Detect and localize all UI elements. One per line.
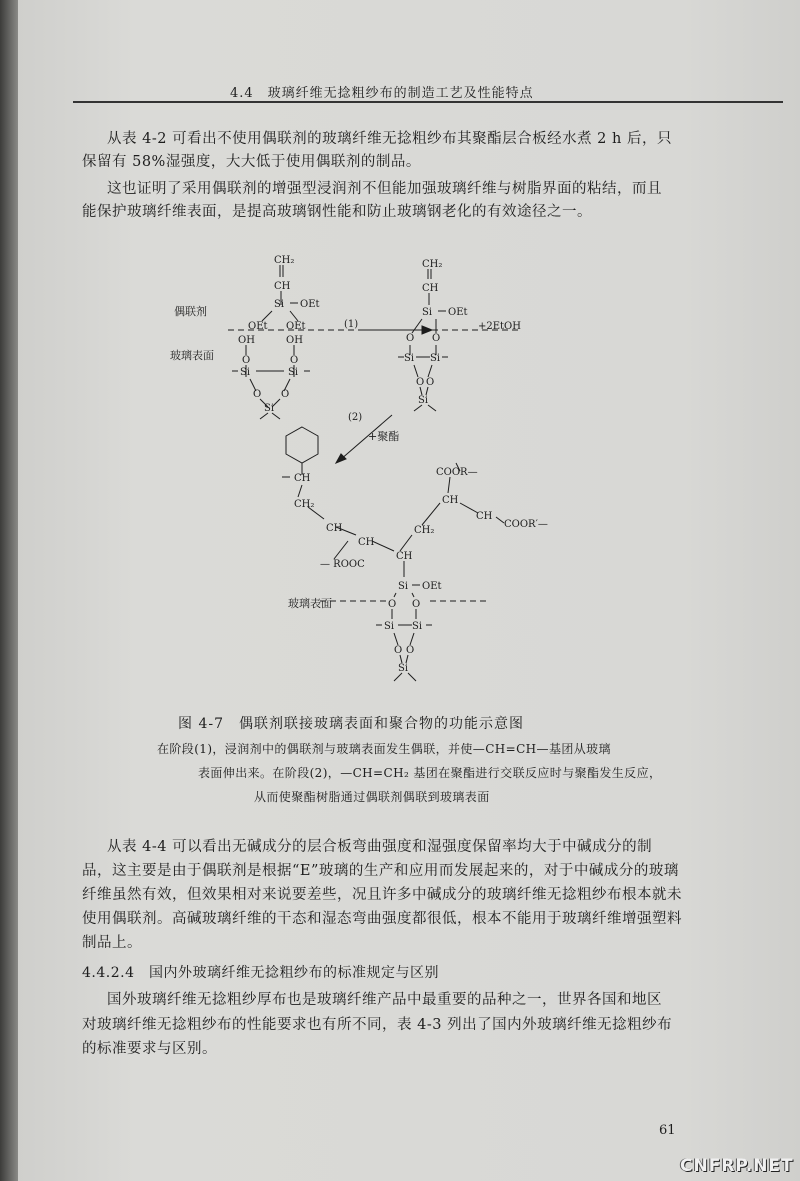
oet-label-bottom: OEt bbox=[422, 581, 442, 592]
si-label-bottom-2: Si bbox=[384, 621, 395, 632]
oet-label-top-left-1: OEt bbox=[300, 299, 320, 310]
o-label-l2: O bbox=[290, 355, 299, 366]
ch-label-top-right: CH bbox=[422, 283, 439, 294]
stage-2-label: (2) bbox=[348, 412, 363, 423]
paragraph-4-line-1: 国外玻璃纤维无捻粗纱厚布也是玻璃纤维产品中最重要的品种之一，世界各国和地区 bbox=[107, 992, 662, 1008]
paragraph-4-line-3: 的标准要求与区别。 bbox=[82, 1041, 217, 1057]
si-label-bottom-3: Si bbox=[412, 621, 423, 632]
o-label-r1: O bbox=[406, 333, 415, 344]
si-label-bottom-1: Si bbox=[398, 581, 409, 592]
o-label-r2: O bbox=[432, 333, 441, 344]
paragraph-4-line-2: 对玻璃纤维无捻粗纱布的性能要求也有所不同，表 4-3 列出了国内外玻璃纤维无捻粗纱布 bbox=[82, 1017, 673, 1033]
o-label-r3: O bbox=[416, 377, 425, 388]
paragraph-1-line-1: 从表 4-2 可看出不使用偶联剂的玻璃纤维无捻粗纱布其聚酯层合板经水煮 2 h 后，只 bbox=[107, 131, 672, 147]
o-label-l3: O bbox=[253, 389, 262, 400]
stage-1-label: (1) bbox=[344, 319, 359, 330]
figure-caption-title: 图 4-7 偶联剂联接玻璃表面和聚合物的功能示意图 bbox=[178, 716, 524, 732]
glass-surface-label-bottom: 玻璃表面 bbox=[288, 597, 332, 610]
o-label-b1: O bbox=[388, 599, 397, 610]
o-label-r4: O bbox=[426, 377, 435, 388]
si-label-bottom-4: Si bbox=[398, 663, 409, 674]
si-label-top-left: Si bbox=[274, 299, 285, 310]
oh-label-1: OH bbox=[238, 335, 255, 346]
section-heading: 4.4.2.4 国内外玻璃纤维无捻粗纱布的标准规定与区别 bbox=[82, 965, 439, 981]
oet-label-top-left-2: OEt bbox=[248, 321, 268, 332]
figure-note-line-3: 从而使聚酯树脂通过偶联剂偶联到玻璃表面 bbox=[254, 790, 490, 804]
ch-label-chain-7: CH bbox=[476, 511, 493, 522]
oh-label-2: OH bbox=[286, 335, 303, 346]
rooc-label: — ROOC bbox=[320, 559, 365, 570]
header-rule bbox=[73, 101, 783, 103]
o-label-l1: O bbox=[242, 355, 251, 366]
si-label-r3: Si bbox=[418, 395, 429, 406]
paragraph-3-line-3: 纤维虽然有效，但效果相对来说要差些，况且许多中碱成分的玻璃纤维无捻粗纱布根本就未 bbox=[82, 887, 682, 903]
oet-label-top-left-3: OEt bbox=[286, 321, 306, 332]
figure-note-line-2: 表面伸出来。在阶段(2)，—CH=CH₂ 基团在聚酯进行交联反应时与聚酯发生反应， bbox=[198, 766, 662, 780]
ch-label-chain-2: CH bbox=[326, 523, 343, 534]
running-header: 4.4 玻璃纤维无捻粗纱布的制造工艺及性能特点 bbox=[230, 86, 534, 101]
figure-note-line-1: 在阶段(1)，浸润剂中的偶联剂与玻璃表面发生偶联，并使—CH=CH—基团从玻璃 bbox=[157, 742, 611, 756]
plus-etoh-label: +2EtOH bbox=[478, 321, 521, 332]
ch-label-chain-3: CH bbox=[358, 537, 375, 548]
ch2-label-chain-5: CH₂ bbox=[414, 525, 435, 536]
paragraph-1-line-2: 保留有 58%湿强度，大大低于使用偶联剂的制品。 bbox=[82, 154, 421, 170]
coor-label-top: COOR— bbox=[436, 467, 478, 478]
o-label-b3: O bbox=[394, 645, 403, 656]
ch-label-top-left: CH bbox=[274, 281, 291, 292]
oet-label-top-right: OEt bbox=[448, 307, 468, 318]
plus-polyester-label: +聚酯 bbox=[368, 430, 400, 443]
paragraph-2-line-2: 能保护玻璃纤维表面，是提高玻璃钢性能和防止玻璃钢老化的有效途径之一。 bbox=[82, 204, 592, 220]
o-label-b2: O bbox=[412, 599, 421, 610]
book-spine-shadow bbox=[0, 0, 18, 1181]
paragraph-3-line-2: 品，这主要是由于偶联剂是根据“E”玻璃的生产和应用而发展起来的，对于中碱成分的玻璃 bbox=[82, 863, 679, 879]
coupling-diagram bbox=[160, 245, 640, 715]
si-label-r1: Si bbox=[404, 353, 415, 364]
si-label-l1: Si bbox=[240, 367, 251, 378]
si-label-l3: Si bbox=[264, 403, 275, 414]
ch-label-chain-4: CH bbox=[396, 551, 413, 562]
glass-surface-label: 玻璃表面 bbox=[170, 349, 214, 362]
ch2-label-top-left: CH₂ bbox=[274, 255, 295, 266]
site-watermark: CNFRP.NET bbox=[680, 1156, 794, 1176]
ch2-label-chain-1: CH₂ bbox=[294, 499, 315, 510]
si-label-r2: Si bbox=[430, 353, 441, 364]
coor-prime-label: COOR′— bbox=[504, 519, 548, 530]
page-number: 61 bbox=[659, 1123, 676, 1138]
ch-label-cyclohexyl: CH bbox=[294, 473, 311, 484]
paragraph-3-line-5: 制品上。 bbox=[82, 935, 142, 951]
paragraph-3-line-4: 使用偶联剂。高碱玻璃纤维的干态和湿态弯曲强度都很低，根本不能用于玻璃纤维增强塑料 bbox=[82, 911, 682, 927]
paragraph-3-line-1: 从表 4-4 可以看出无碱成分的层合板弯曲强度和湿强度保留率均大于中碱成分的制 bbox=[107, 839, 653, 855]
o-label-b4: O bbox=[406, 645, 415, 656]
ch2-label-top-right: CH₂ bbox=[422, 259, 443, 270]
si-label-top-right: Si bbox=[422, 307, 433, 318]
si-label-l2: Si bbox=[288, 367, 299, 378]
paragraph-2-line-1: 这也证明了采用偶联剂的增强型浸润剂不但能加强玻璃纤维与树脂界面的粘结，而且 bbox=[107, 181, 662, 197]
o-label-l4: O bbox=[281, 389, 290, 400]
ch-label-chain-6: CH bbox=[442, 495, 459, 506]
coupling-agent-label: 偶联剂 bbox=[174, 305, 207, 318]
